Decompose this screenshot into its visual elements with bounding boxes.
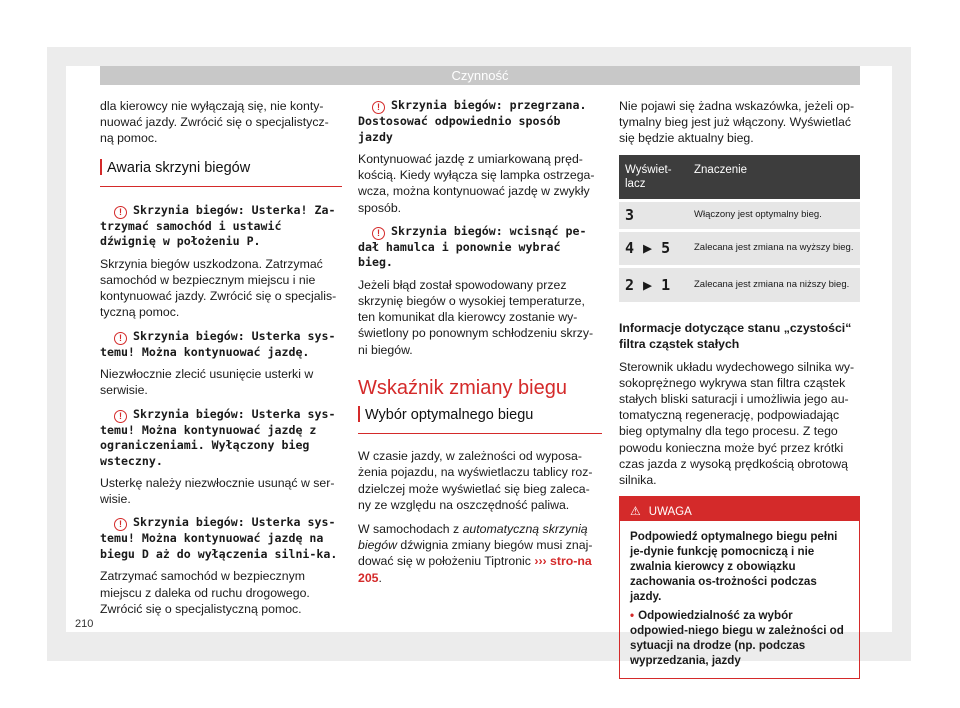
subsection-title (358, 406, 602, 434)
warning-circle-icon: ! (114, 518, 127, 531)
warning-circle-icon: ! (114, 332, 127, 345)
gear-meaning: Zalecana jest zmiana na wyższy bieg. (688, 230, 860, 266)
warning-bullet-item (630, 608, 849, 668)
section-marker (100, 159, 102, 175)
table-row (619, 200, 860, 230)
table-header-row (619, 155, 860, 201)
driver-message-text: Skrzynia biegów: wcisnąć pe-dał hamulca i ponownie wybrać bieg. (358, 223, 587, 270)
driver-message (358, 98, 602, 145)
driver-message (100, 329, 342, 361)
gear-display-symbol: 2 ▶ 1 (619, 266, 688, 302)
subsection-title-text: Wybór optymalnego biegu (365, 407, 534, 424)
warning-box (619, 496, 860, 679)
page-number: 210 (75, 618, 94, 630)
page-header: Czynność (100, 66, 860, 85)
driver-message-text: Skrzynia biegów: Usterka sys-temu! Można kontynuować jazdę z ograniczeniami. Wyłączony bieg wsteczny. (100, 406, 336, 468)
gear-display-symbol: 4 ▶ 5 (619, 230, 688, 266)
text-span: dźwignia zmiany biegów musi znaj-dować się w położeniu Tiptronic (358, 538, 593, 569)
section-marker (358, 406, 360, 422)
warning-title: UWAGA (648, 506, 692, 519)
warning-text: Odpowiedzialność za wybór odpowied-niego biegu w zależności od sytuacji na drodze (np. podczas wyprzedzania, jazdy (630, 609, 844, 668)
gear-display-symbol: 3 (619, 200, 688, 230)
paragraph (358, 521, 602, 586)
italic-text: automatyczną skrzynią biegów (358, 522, 588, 553)
intro-text: dla kierowcy nie wyłączają się, nie konty-nuować jazdy. Zwrócić się o specjalistycz-ną pomoc. (100, 99, 329, 146)
column-left (100, 98, 342, 625)
warning-triangle-icon: ⚠ (630, 504, 641, 519)
paragraph: Zatrzymać samochód w bezpiecznym miejscu z daleka od ruchu drogowego. Zwrócić się o specjalistyczną pomoc. (100, 569, 310, 616)
warning-circle-icon: ! (114, 206, 127, 219)
table-header: Znaczenie (688, 155, 860, 201)
paragraph: W czasie jazdy, w zależności od wyposa-żenia pojazdu, na wyświetlaczu tablicy roz-dzielczej może wyświetlać się bieg zaleca-ny ze względu na oszczędność paliwa. (358, 449, 593, 512)
gear-indicator-table (619, 155, 860, 303)
table-header: Wyświet-lacz (619, 155, 688, 201)
bullet-icon: • (630, 609, 635, 623)
gear-meaning: Zalecana jest zmiana na niższy bieg. (688, 266, 860, 302)
driver-message-text: Skrzynia biegów: Usterka! Za-trzymać samochód i ustawić dźwignię w położeniu P. (100, 202, 336, 249)
table-row (619, 230, 860, 266)
driver-message-text: Skrzynia biegów: Usterka sys-temu! Można kontynuować jazdę. (100, 328, 336, 359)
text-span: W samochodach z (358, 522, 463, 537)
warning-circle-icon: ! (372, 101, 385, 114)
warning-circle-icon: ! (114, 410, 127, 423)
text-span: . (378, 570, 382, 585)
paragraph: Niezwłocznie zlecić usunięcie usterki w serwisie. (100, 367, 314, 398)
warning-body (620, 521, 859, 678)
gear-meaning: Włączony jest optymalny bieg. (688, 200, 860, 230)
info-heading: Informacje dotyczące stanu „czystości“ filtra cząstek stałych (619, 321, 852, 352)
column-middle (358, 98, 602, 594)
driver-message-text: Skrzynia biegów: przegrzana. Dostosować odpowiednio sposób jazdy (358, 98, 587, 144)
paragraph: Usterkę należy niezwłocznie usunąć w ser-wisie. (100, 476, 335, 507)
section-title-text: Awaria skrzyni biegów (107, 159, 251, 176)
paragraph: Jeżeli błąd został spowodowany przez skrzynię biegów o wysokiej temperaturze, ten komunikat dla kierowcy zostanie wy-świetlony po ponownym schłodzeniu skrzy-ni biegów. (358, 277, 594, 357)
driver-message (100, 407, 342, 470)
paragraph: Skrzynia biegów uszkodzona. Zatrzymać samochód w bezpiecznym miejscu i nie kontynuować jazdy. Zwrócić się o specjalis-tyczną pomoc. (100, 256, 337, 320)
driver-message (100, 515, 342, 562)
driver-message (100, 203, 342, 250)
paragraph: Nie pojawi się żadna wskazówka, jeżeli op-tymalny bieg jest już włączony. Wyświetlać się będzie aktualny bieg. (619, 99, 855, 146)
page-reference-link[interactable]: ››› stro-na 205 (358, 554, 592, 585)
driver-message-text: Skrzynia biegów: Usterka sys-temu! Można kontynuować jazdę na biegu D aż do wyłączenia silni-ka. (100, 515, 338, 561)
section-title (100, 159, 342, 187)
paragraph: Kontynuować jazdę z umiarkowaną pręd-kością. Kiedy wyłącza się lampka ostrzega-wcza, można kontynuować jazdę w zwykły sposób. (358, 152, 595, 215)
column-right (619, 98, 860, 679)
chapter-title: Wskaźnik zmiany biegu (358, 376, 567, 399)
warning-header (620, 497, 859, 521)
paragraph: Sterownik układu wydechowego silnika wy-sokoprężnego wykrywa stan filtra cząstek stałych bliski saturacji i umożliwia jego au-tomatyczną regenerację, podpowiadając bieg optymalny dla tego procesu. Z tego powodu konieczna może być przez krótki czas jazda z wysoką prędkością obrotową silnika. (619, 359, 855, 487)
driver-message (358, 224, 602, 271)
warning-circle-icon: ! (372, 227, 385, 240)
warning-text: Podpowiedź optymalnego biegu pełni je-dynie funkcję pomocniczą i nie zwalnia kierowcy z obowiązku zachowania os-trożności podczas jazdy. (630, 530, 838, 604)
table-row (619, 266, 860, 302)
